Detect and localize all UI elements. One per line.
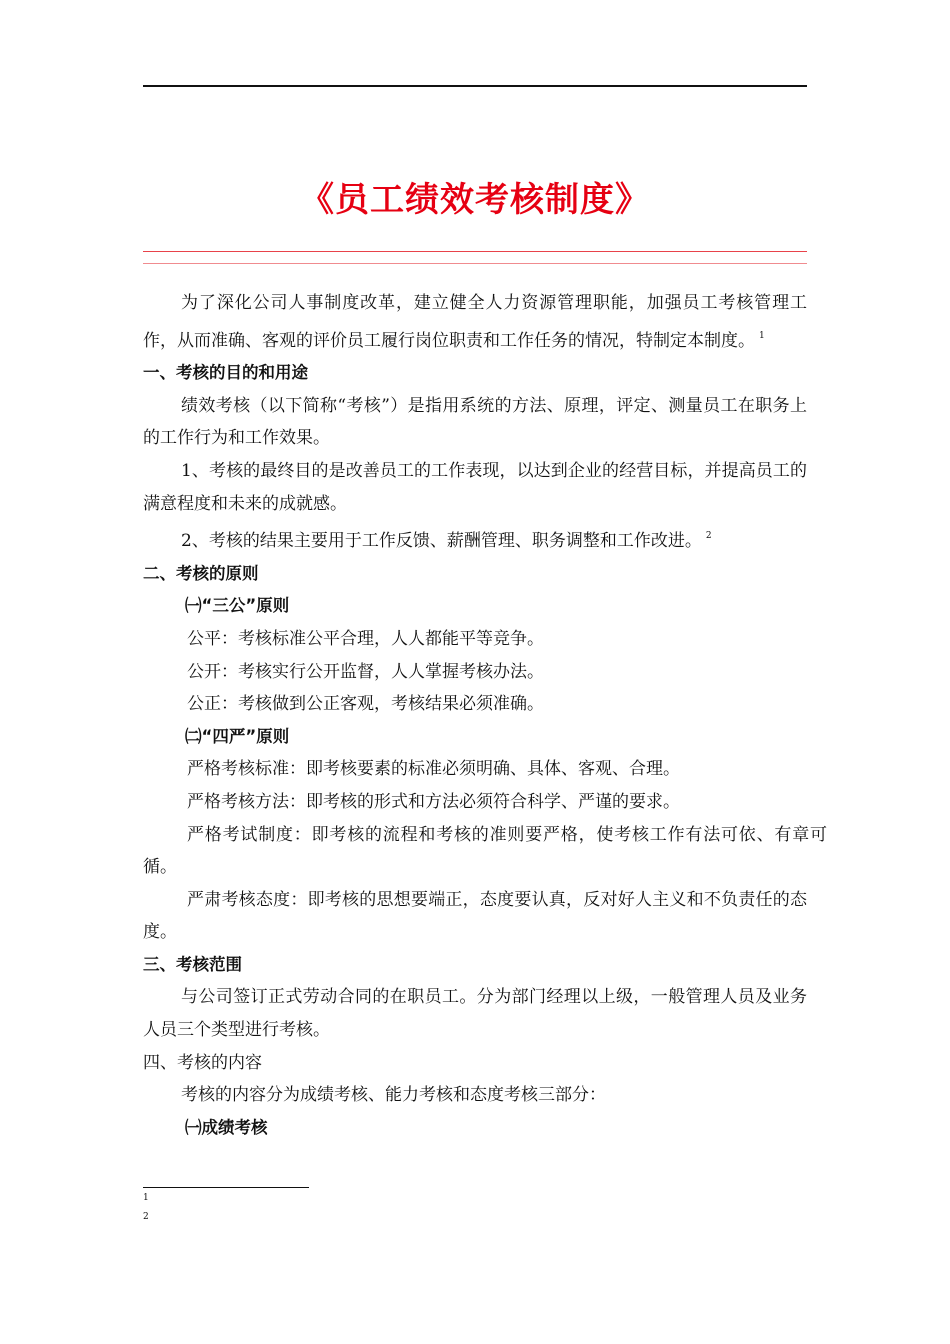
section-4-heading: 四、考核的内容 [143,1052,262,1073]
section-1-paragraph-2: 1、考核的最终目的是改善员工的工作表现，以达到企业的经营目标，并提高员工的满意程度和未来的成就感。 [143,460,807,514]
principle-item: 公平：考核标准公平合理，人人都能平等竞争。 [187,628,544,649]
principle-item: 公开：考核实行公开监督，人人掌握考核办法。 [187,661,544,682]
section-1-heading: 一、考核的目的和用途 [143,363,308,383]
footnote-ref-2: 2 [705,531,712,542]
footnote-1: 1 [143,1193,149,1203]
title-rule-lower [143,263,807,264]
section-1-paragraph-1: 绩效考核（以下简称“考核”）是指用系统的方法、原理，评定、测量员工在职务上的工作行为和工作效果。 [143,395,807,449]
document-body [143,287,827,1144]
principle-item: 严格考核标准：即考核要素的标准必须明确、具体、客观、合理。 [187,759,680,780]
intro-paragraph: 为了深化公司人事制度改革，建立健全人力资源管理职能，加强员工考核管理工作，从而准确、客观的评价员工履行岗位职责和工作任务的情况，特制定本制度。 $^1$ [143,293,807,351]
footnote-separator [143,1187,309,1188]
document-title: 《员工绩效考核制度》 [300,180,650,220]
section-4-paragraph-1: 考核的内容分为成绩考核、能力考核和态度考核三部分： [181,1085,606,1106]
section-2-subheading-1: ㈠“三公”原则 [185,596,290,616]
footnote-2: 2 [143,1212,149,1222]
section-3-paragraph-1: 与公司签订正式劳动合同的在职员工。分为部门经理以上级，一般管理人员及业务人员三个类型进行考核。 [143,987,807,1041]
section-3-heading: 三、考核范围 [143,954,242,974]
footnote-ref-1: 1 [759,330,765,341]
principle-item: 公正：考核做到公正客观，考核结果必须准确。 [187,694,544,715]
principle-item: 严格考核方法：即考核的形式和方法必须符合科学、严谨的要求。 [187,791,680,812]
header-rule [143,85,807,87]
section-1-paragraph-3: 2、考核的结果主要用于工作反馈、薪酬管理、职务调整和工作改进。 $^2$ [181,531,712,552]
title-rule-upper [143,251,807,252]
principle-item: 严肃考核态度：即考核的思想要端正，态度要认真，反对好人主义和不负责任的态度。 [143,889,807,943]
section-2-heading: 二、考核的原则 [143,563,259,583]
principle-item: 严格考试制度：即考核的流程和考核的准则要严格，使考核工作有法可依、有章可循。 [143,824,827,878]
section-4-subheading-1: ㈠成绩考核 [185,1117,268,1137]
section-2-subheading-2: ㈡“四严”原则 [185,726,290,746]
